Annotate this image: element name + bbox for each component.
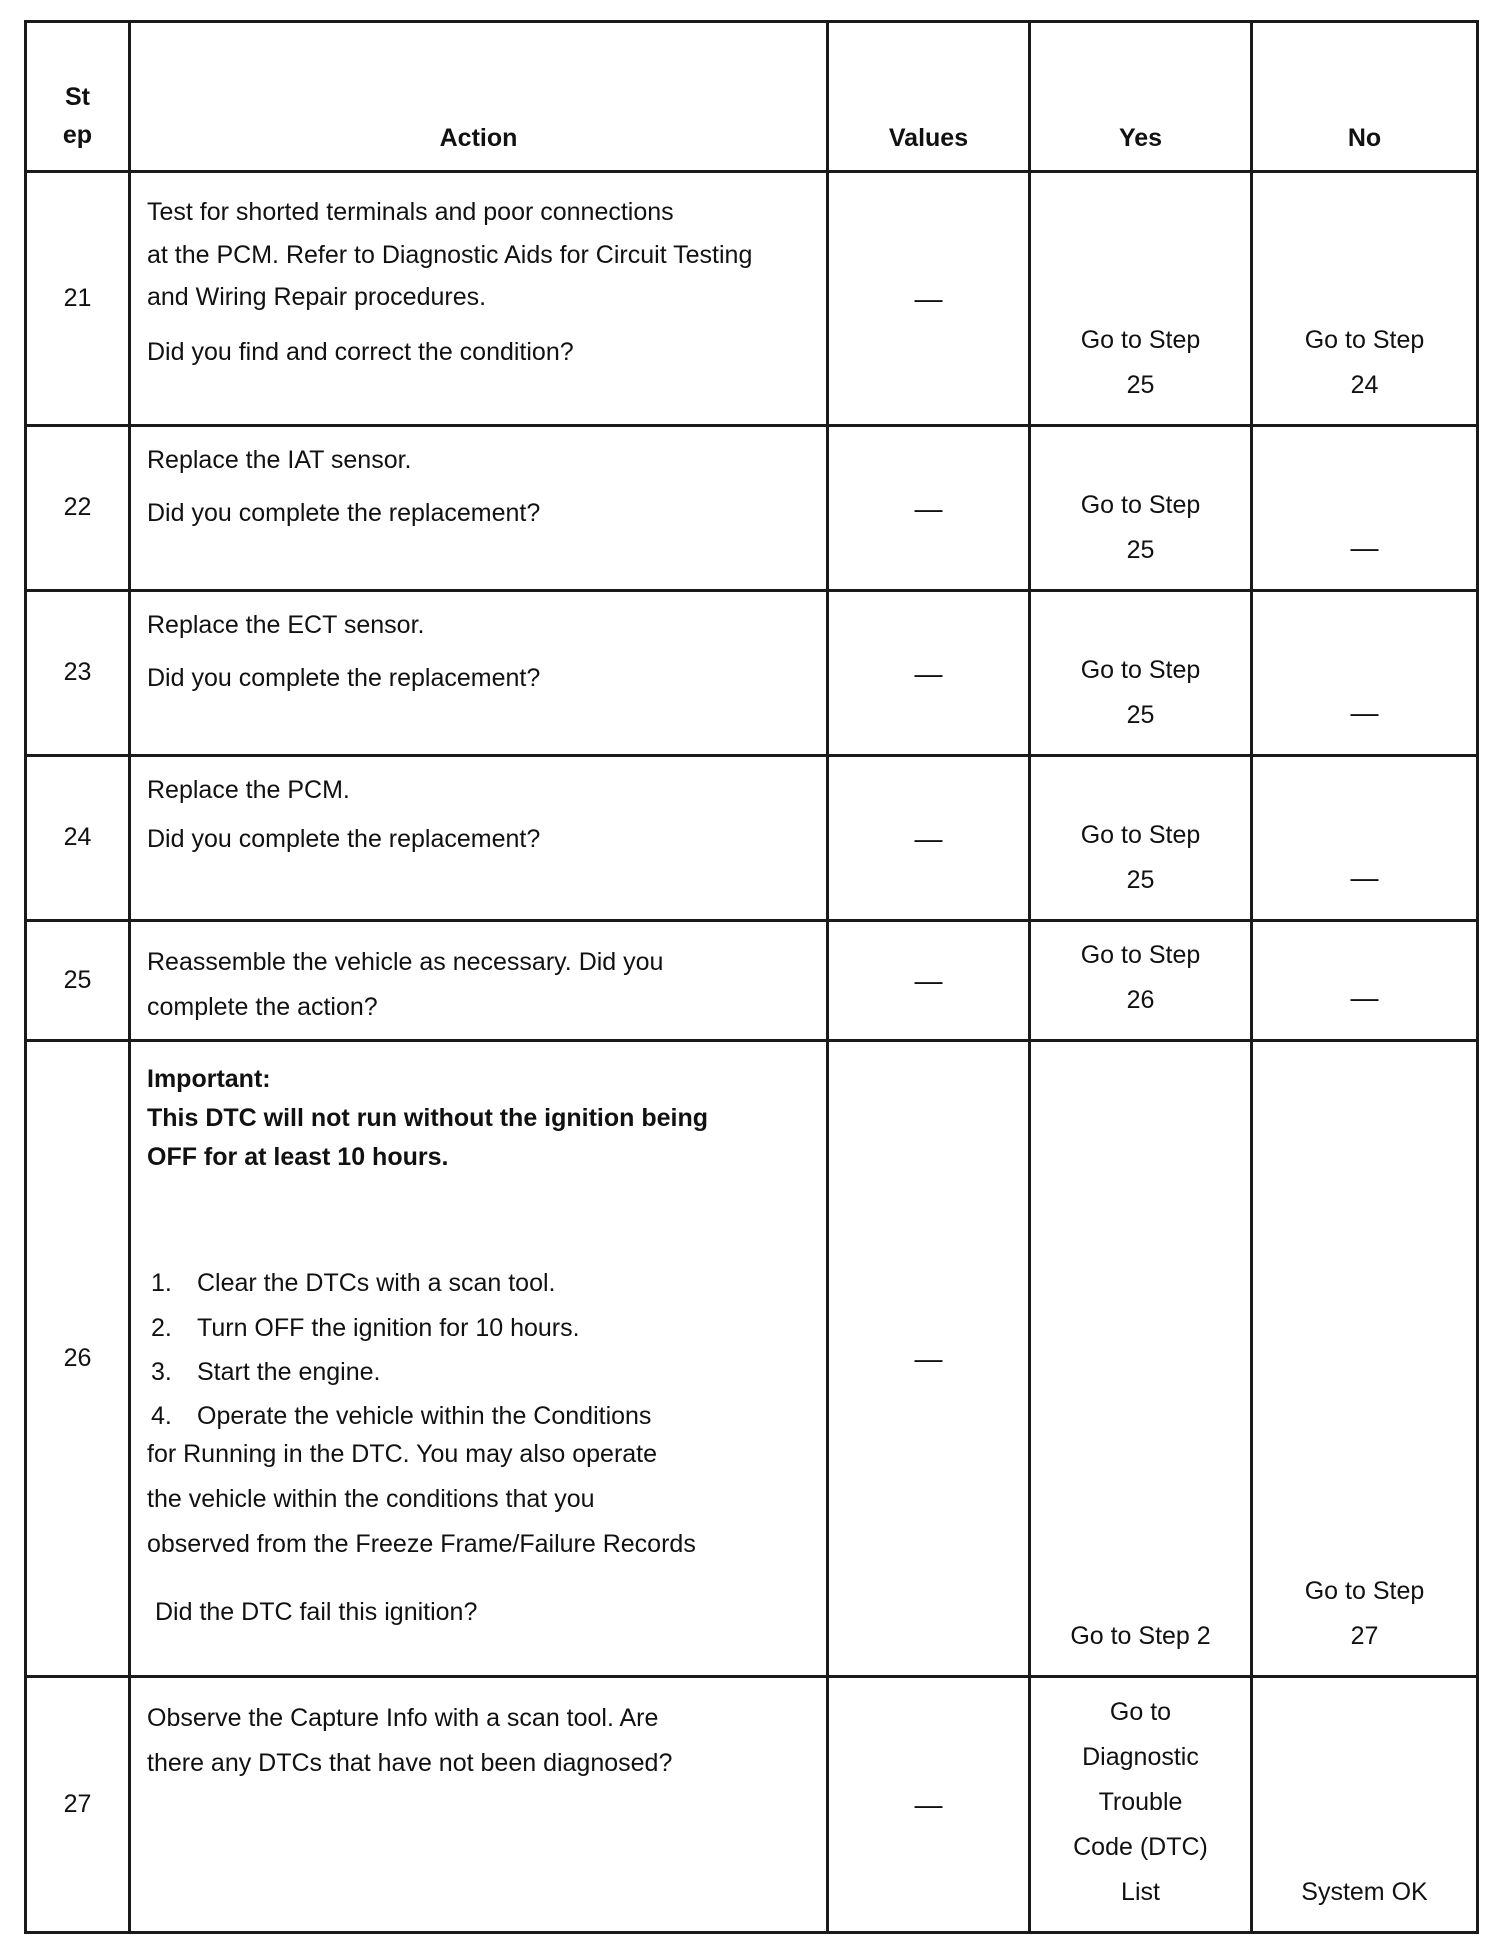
table-row-step-26 — [26, 1041, 1478, 1677]
values-cell: — — [828, 591, 1030, 756]
no-cell: — — [1252, 426, 1478, 591]
yes-cell: Go to Step 2 — [1030, 1041, 1252, 1677]
step-number: 27 — [26, 1677, 130, 1933]
question-text: Did you complete the replacement? — [147, 499, 541, 528]
question-text: Did you find and correct the condition? — [147, 337, 574, 366]
action-cell — [130, 172, 828, 426]
procedure-continuation: for Running in the DTC. You may also operate the vehicle within the conditions that you observed from the Freeze Frame/Failure Records — [147, 1440, 696, 1559]
header-step: St ep — [26, 22, 130, 172]
table-row-step-25 — [26, 921, 1478, 1041]
yes-cell: Go to Step 25 — [1030, 756, 1252, 921]
values-cell: — — [828, 426, 1030, 591]
important-note: This DTC will not run without the ignition being OFF for at least 10 hours. — [147, 1103, 709, 1171]
table-row-step-23 — [26, 591, 1478, 756]
diagnostic-table-page — [24, 20, 1476, 1934]
table-row-step-27 — [26, 1677, 1478, 1933]
procedure-list — [147, 1268, 812, 1432]
question-text: Did you complete the replacement? — [147, 664, 541, 693]
question-text: Did you complete the replacement? — [147, 825, 541, 854]
step-number: 26 — [26, 1041, 130, 1677]
table-row-step-22 — [26, 426, 1478, 591]
action-text: Replace the ECT sensor. — [147, 611, 425, 639]
action-text: Replace the PCM. — [147, 776, 350, 804]
no-cell: — — [1252, 921, 1478, 1041]
table-row-step-21 — [26, 172, 1478, 426]
header-action: Action — [130, 22, 828, 172]
step-number: 21 — [26, 172, 130, 426]
table-row-step-24 — [26, 756, 1478, 921]
yes-cell: Go to Diagnostic Trouble Code (DTC) List — [1030, 1677, 1252, 1933]
list-item: 2. Turn OFF the ignition for 10 hours. — [151, 1313, 580, 1342]
no-cell: Go to Step 24 — [1252, 172, 1478, 426]
no-cell: System OK — [1252, 1677, 1478, 1933]
values-cell: — — [828, 756, 1030, 921]
question-text: Did the DTC fail this ignition? — [155, 1598, 478, 1627]
step-number: 24 — [26, 756, 130, 921]
list-item: 3. Start the engine. — [151, 1357, 381, 1386]
action-line: and Wiring Repair procedures. — [147, 283, 487, 311]
action-line: at the PCM. Refer to Diagnostic Aids for Circuit Testing — [147, 240, 753, 269]
step-number: 22 — [26, 426, 130, 591]
list-item: 4. Operate the vehicle within the Conditions — [151, 1402, 652, 1430]
action-cell — [130, 591, 828, 756]
action-line: Test for shorted terminals and poor connections — [147, 198, 674, 226]
step-number: 23 — [26, 591, 130, 756]
values-cell: — — [828, 172, 1030, 426]
diagnostic-steps-table — [24, 20, 1479, 1934]
header-yes: Yes — [1030, 22, 1252, 172]
action-text: Reassemble the vehicle as necessary. Did you complete the action? — [147, 948, 664, 1021]
action-cell — [130, 426, 828, 591]
action-cell — [130, 921, 828, 1041]
no-cell: Go to Step 27 — [1252, 1041, 1478, 1677]
action-cell — [130, 1041, 828, 1677]
step-number: 25 — [26, 921, 130, 1041]
yes-cell: Go to Step 25 — [1030, 591, 1252, 756]
header-no: No — [1252, 22, 1478, 172]
values-cell: — — [828, 1677, 1030, 1933]
no-cell: — — [1252, 591, 1478, 756]
yes-cell: Go to Step 25 — [1030, 172, 1252, 426]
list-item: 1. Clear the DTCs with a scan tool. — [151, 1269, 556, 1298]
yes-cell: Go to Step 26 — [1030, 921, 1252, 1041]
action-cell — [130, 1677, 828, 1933]
important-label: Important: — [147, 1065, 271, 1093]
action-cell — [130, 756, 828, 921]
table-header-row — [26, 22, 1478, 172]
action-text: Observe the Capture Info with a scan tool. Are there any DTCs that have not been diagnosed? — [147, 1704, 673, 1777]
header-values: Values — [828, 22, 1030, 172]
values-cell: — — [828, 921, 1030, 1041]
yes-cell: Go to Step 25 — [1030, 426, 1252, 591]
action-text: Replace the IAT sensor. — [147, 446, 412, 474]
values-cell: — — [828, 1041, 1030, 1677]
no-cell: — — [1252, 756, 1478, 921]
